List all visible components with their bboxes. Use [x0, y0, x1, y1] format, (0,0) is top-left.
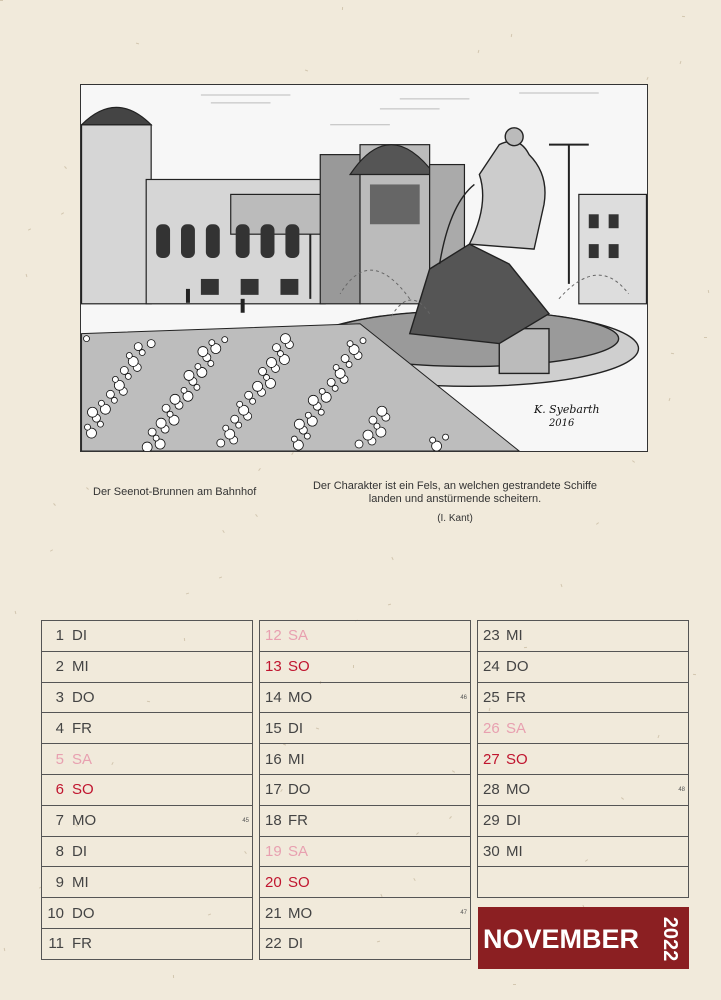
paper-fleck [704, 337, 707, 338]
day-cell [41, 651, 253, 683]
day-cell [259, 682, 471, 714]
paper-fleck [682, 16, 685, 17]
day-cell [41, 774, 253, 806]
day-number: 1 [55, 627, 64, 645]
day-number: 20 [265, 873, 282, 891]
weekday-label: DO [72, 904, 95, 922]
paper-fleck [632, 460, 635, 463]
empty-cell [477, 866, 689, 898]
paper-fleck [258, 468, 261, 471]
fountain-sketch [81, 85, 647, 451]
day-cell [41, 866, 253, 898]
day-cell [41, 712, 253, 744]
artwork-year: 2016 [548, 418, 575, 430]
weekday-label: MO [72, 812, 97, 830]
day-cell [477, 651, 689, 683]
quote-author: (I. Kant) [437, 513, 473, 524]
week-number: 47 [460, 910, 467, 917]
day-number: 14 [265, 688, 282, 706]
day-cell [259, 743, 471, 775]
weekday-label: MI [72, 658, 89, 676]
day-number: 18 [265, 812, 282, 830]
paper-fleck [28, 228, 31, 230]
calendar-column-2 [259, 620, 471, 960]
day-number: 12 [265, 627, 282, 645]
day-number: 22 [265, 935, 282, 953]
weekday-label: DI [288, 935, 303, 953]
weekday-label: SA [506, 719, 527, 737]
day-number: 28 [483, 781, 500, 799]
paper-fleck [561, 584, 563, 587]
artwork-caption: Der Seenot-Brunnen am Bahnhof [93, 486, 257, 498]
paper-fleck [50, 549, 53, 551]
day-cell [477, 805, 689, 837]
day-number: 19 [265, 842, 282, 860]
paper-fleck [388, 604, 391, 606]
weekday-label: MO [506, 781, 531, 799]
day-number: 13 [265, 658, 282, 676]
calendar-column-1 [41, 620, 253, 960]
day-number: 9 [55, 873, 64, 891]
weekday-label: DI [506, 812, 521, 830]
weekday-label: SA [288, 842, 309, 860]
day-number: 30 [483, 842, 500, 860]
year-label: 2022 [659, 916, 681, 962]
paper-fleck [26, 274, 28, 277]
day-cell [477, 682, 689, 714]
day-cell [41, 928, 253, 960]
paper-fleck [478, 50, 480, 53]
day-number: 4 [55, 719, 64, 737]
paper-fleck [186, 593, 189, 595]
weekday-label: SO [72, 781, 94, 799]
weekday-label: MO [288, 904, 313, 922]
paper-fleck [0, 0, 3, 1]
paper-fleck [671, 353, 674, 354]
day-cell [259, 774, 471, 806]
weekday-label: MI [506, 842, 523, 860]
week-number: 46 [460, 694, 467, 701]
weekday-label: SA [288, 627, 309, 645]
weekday-label: DI [288, 719, 303, 737]
weekday-label: SO [288, 658, 310, 676]
day-number: 26 [483, 719, 500, 737]
fountain-drawing [80, 84, 648, 452]
day-number: 23 [483, 627, 500, 645]
day-number: 5 [55, 750, 64, 768]
day-cell [41, 620, 253, 652]
day-number: 11 [48, 935, 64, 953]
weekday-label: MI [288, 750, 305, 768]
paper-fleck [64, 166, 67, 169]
quote-line-1: Der Charakter ist ein Fels, an welchen gestrandete Schiffe [312, 480, 598, 492]
weekday-label: FR [288, 812, 308, 830]
weekday-label: SO [506, 750, 528, 768]
paper-fleck [61, 212, 64, 214]
day-cell [259, 928, 471, 960]
day-number: 24 [483, 658, 500, 676]
day-number: 29 [483, 812, 500, 830]
day-number: 16 [265, 750, 282, 768]
weekday-label: MI [506, 627, 523, 645]
paper-fleck [15, 611, 17, 614]
paper-fleck [708, 290, 709, 293]
day-cell [259, 712, 471, 744]
paper-fleck [342, 7, 343, 10]
day-number: 21 [265, 904, 282, 922]
day-number: 27 [483, 750, 500, 768]
paper-fleck [136, 43, 139, 45]
day-cell [41, 897, 253, 929]
paper-fleck [291, 452, 293, 455]
day-cell [41, 743, 253, 775]
day-number: 2 [55, 658, 64, 676]
quote-line-2: landen und anstürmende scheitern. [368, 493, 542, 505]
paper-fleck [511, 34, 513, 37]
weekday-label: SA [72, 750, 93, 768]
day-cell [259, 651, 471, 683]
day-number: 10 [47, 904, 64, 922]
weekday-label: DI [72, 842, 87, 860]
quote [300, 480, 610, 506]
artist-signature: K. Syebarth [534, 403, 600, 417]
day-cell [259, 897, 471, 929]
weekday-label: DO [506, 658, 529, 676]
paper-fleck [669, 398, 671, 401]
weekday-label: MI [72, 873, 89, 891]
day-cell [41, 805, 253, 837]
calendar-column-3 [477, 620, 689, 898]
weekday-label: FR [72, 935, 92, 953]
day-cell [259, 620, 471, 652]
paper-fleck [391, 557, 393, 560]
day-cell [259, 836, 471, 868]
paper-fleck [513, 984, 516, 985]
day-number: 17 [265, 781, 282, 799]
paper-fleck [4, 948, 6, 951]
weekday-label: FR [72, 719, 92, 737]
day-number: 7 [55, 812, 64, 830]
day-number: 8 [55, 842, 64, 860]
day-cell [41, 682, 253, 714]
day-cell [259, 805, 471, 837]
paper-fleck [219, 576, 222, 578]
day-cell [477, 743, 689, 775]
day-cell [41, 836, 253, 868]
paper-fleck [680, 61, 682, 64]
paper-fleck [693, 674, 696, 675]
day-cell [259, 866, 471, 898]
weekday-label: SO [288, 873, 310, 891]
paper-fleck [255, 514, 258, 517]
day-number: 15 [265, 719, 282, 737]
week-number: 45 [242, 817, 249, 824]
day-cell [477, 712, 689, 744]
paper-fleck [173, 975, 174, 978]
day-number: 25 [483, 688, 500, 706]
month-banner [478, 907, 689, 969]
weekday-label: FR [506, 688, 526, 706]
paper-fleck [222, 530, 225, 533]
weekday-label: DO [288, 781, 311, 799]
weekday-label: MO [288, 688, 313, 706]
weekday-label: DO [72, 688, 95, 706]
month-name: NOVEMBER [483, 924, 640, 954]
day-number: 6 [55, 781, 64, 799]
paper-fleck [646, 77, 648, 80]
day-cell [477, 836, 689, 868]
paper-fleck [53, 503, 56, 506]
day-number: 3 [55, 688, 64, 706]
paper-fleck [305, 70, 308, 72]
day-cell [477, 774, 689, 806]
paper-fleck [86, 487, 89, 490]
week-number: 48 [678, 786, 685, 793]
day-cell [477, 620, 689, 652]
weekday-label: DI [72, 627, 87, 645]
